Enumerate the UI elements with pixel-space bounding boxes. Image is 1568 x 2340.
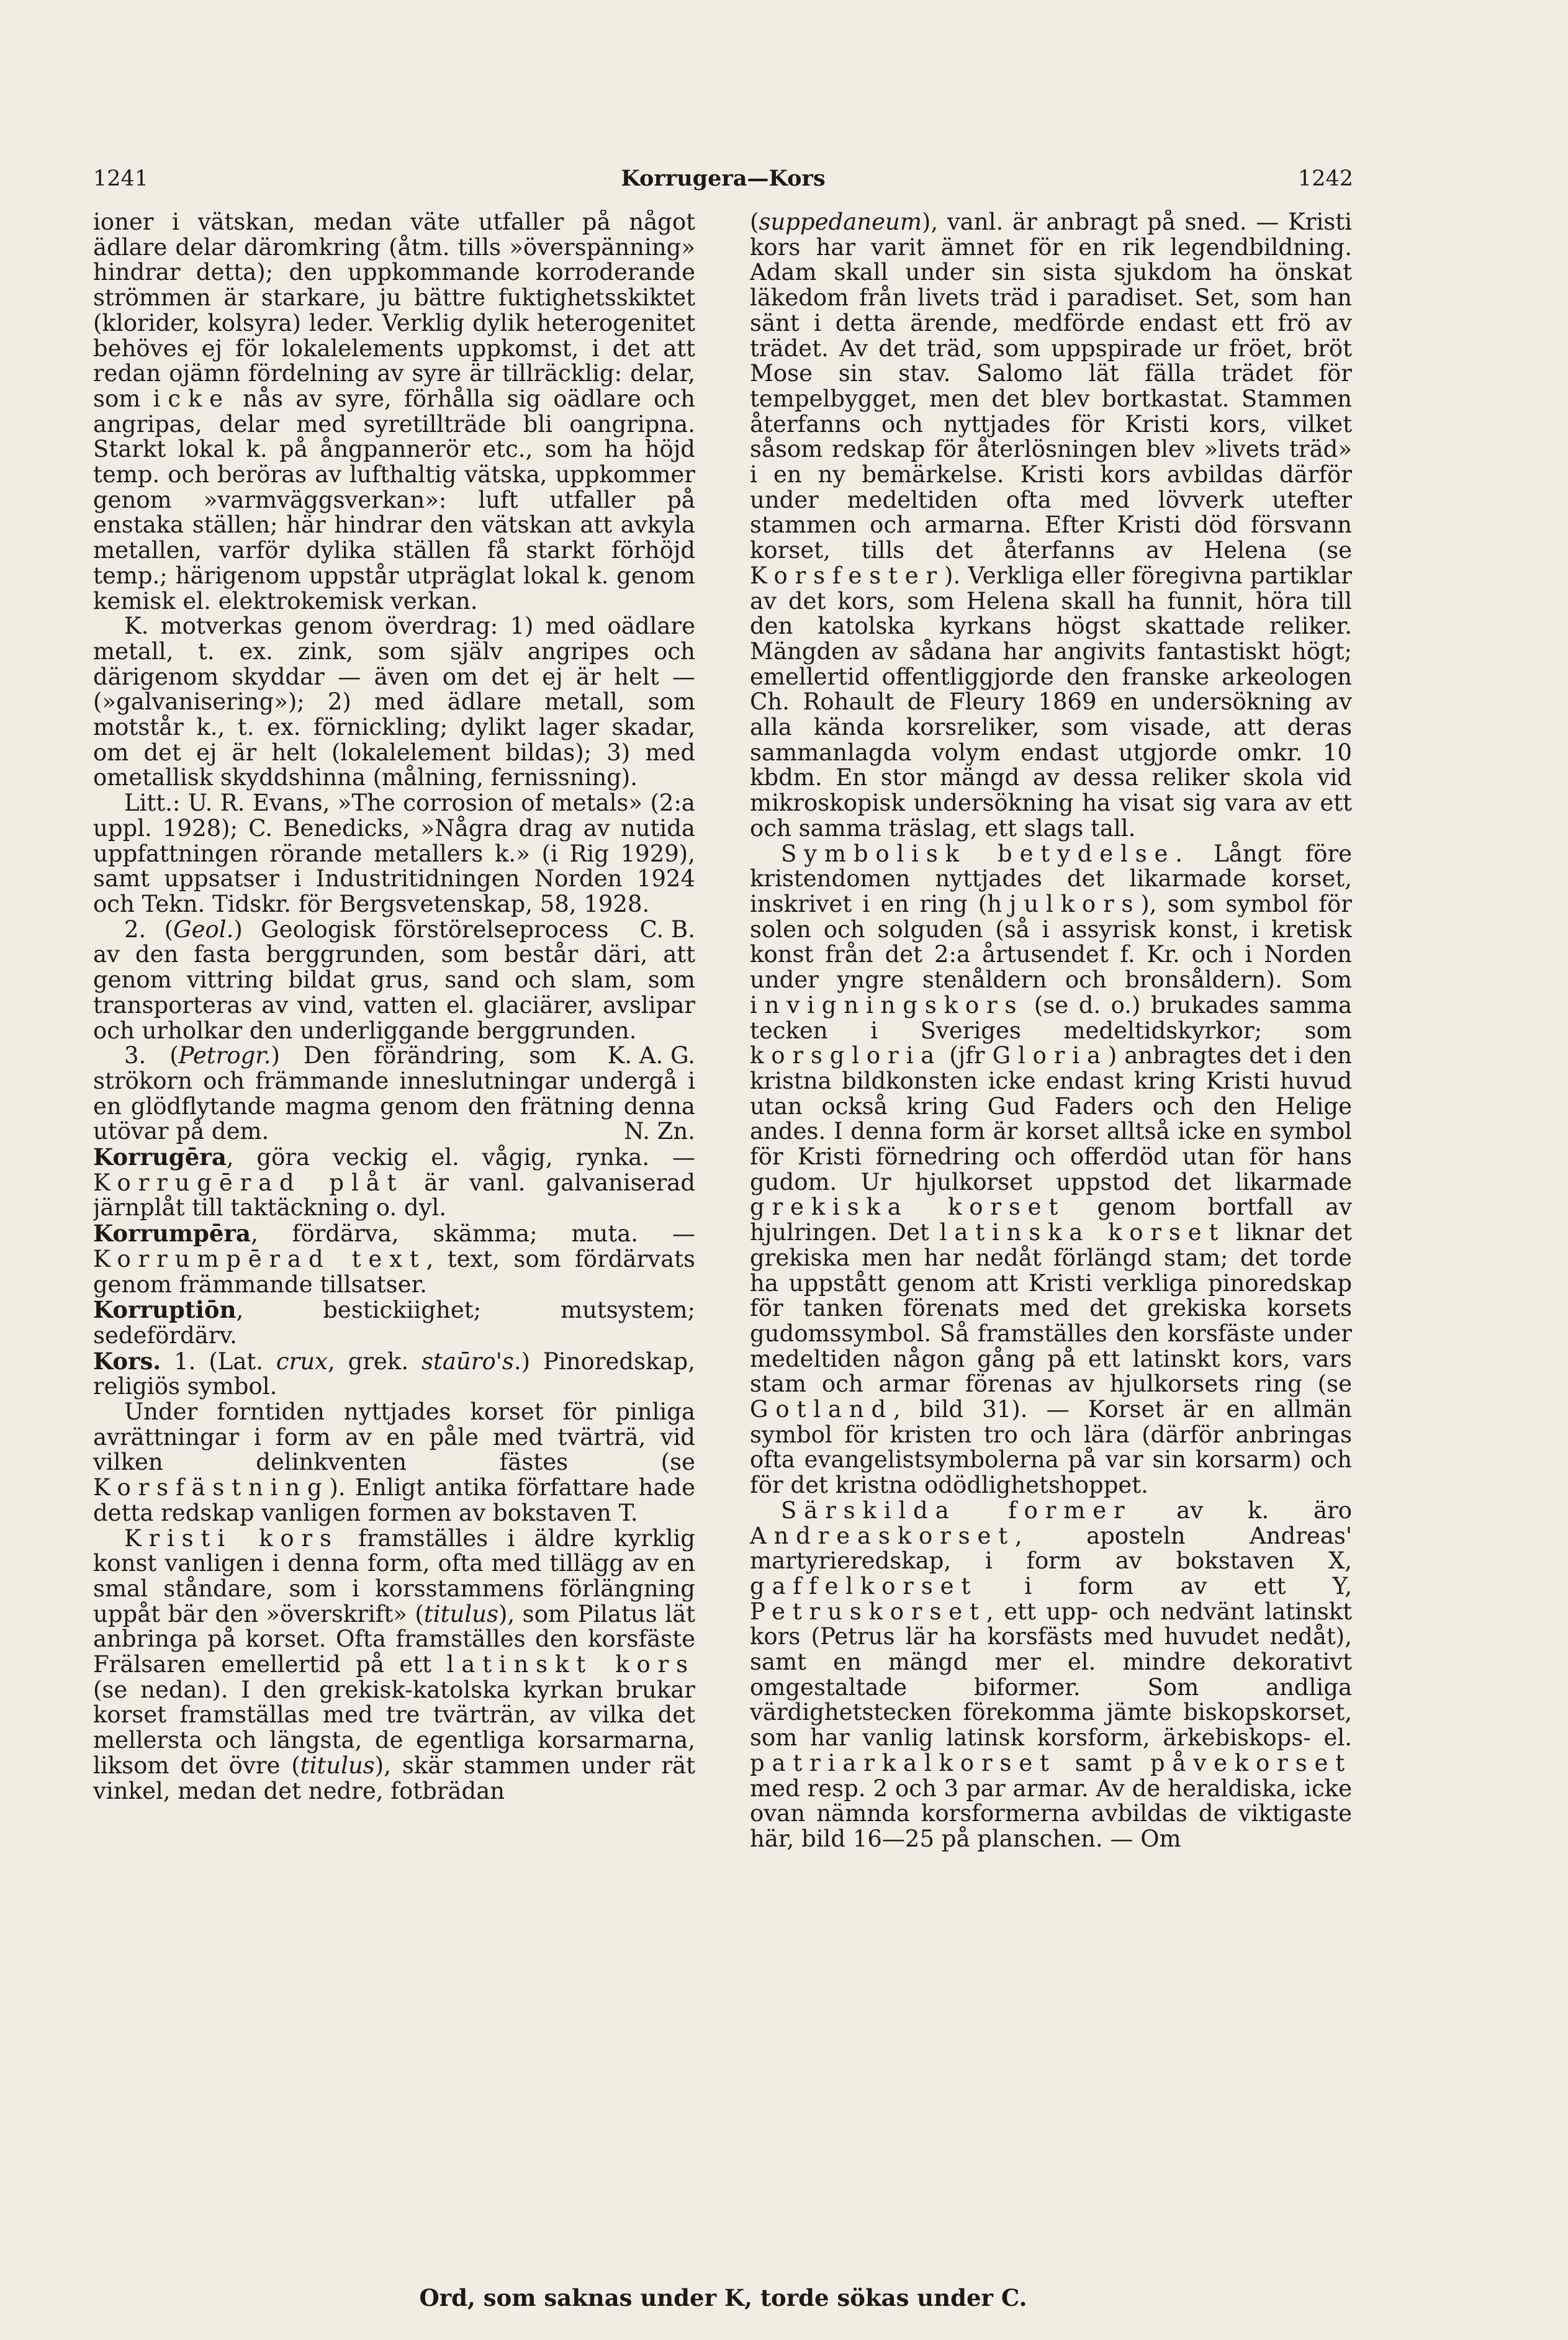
text-run: (se d. o.) brukades samma tecken i Sveriges medeltidskyrkor; som [750, 991, 1352, 1044]
paragraph-special-forms [750, 1498, 1352, 1852]
entry-korruption [93, 1297, 695, 1348]
text-run: ), som symbol för solen och solguden (så i assyrisk konst, i kretisk konst från det 2:a årtusendet f. Kr. och i Norden under yngre stenåldern och bronsåldern). Som [750, 890, 1352, 994]
paragraph-kristi-kors [93, 1526, 695, 1804]
author-signature: C. B. [639, 916, 695, 943]
text-run: (se nedan). I den grekisk-katolska kyrkan brukar korset framställas med tre tvärträn, av vilka det mellersta och längsta, de egentliga korsarmarna, liksom det övre ( [93, 1676, 695, 1779]
italic-term: staūro's [421, 1348, 514, 1375]
spaced-term: Andreaskorset [750, 1522, 1015, 1549]
text-run: , aposteln Andreas' martyrieredskap, i form av bokstaven X, [750, 1522, 1352, 1575]
entry-kors [93, 1349, 695, 1400]
headword: Korruptiōn [93, 1296, 237, 1324]
headword: Kors. [93, 1347, 161, 1375]
spaced-term: Petruskorset [750, 1598, 986, 1625]
text-run: Långt före kristendomen nyttjades det likarmade korset, inskrivet i en ring ( [750, 840, 1352, 917]
text-run: ), som Pilatus lät anbringa på korset. Ofta framställes den korsfäste Frälsaren emellertid på ett [93, 1600, 695, 1678]
paragraph-corrosion-mechanism [93, 210, 695, 614]
spaced-term: Symbolisk betydelse. [781, 840, 1190, 867]
paragraph-legend [750, 210, 1352, 842]
text-run: av k. äro [1132, 1496, 1352, 1524]
spaced-term: Korsfästning [93, 1474, 330, 1501]
page-header [93, 160, 1353, 197]
text-run: ) Den förändring, som strökorn och främmande inneslutningar undergå i en glödflytande magma genom den frätning denna utövar på dem. [93, 1042, 695, 1145]
author-signature: N. Zn. [624, 1118, 695, 1145]
spaced-term: korsgloria [750, 1042, 942, 1069]
paragraph-symbolism [750, 842, 1352, 1498]
paragraph-antiquity [93, 1400, 695, 1526]
spaced-term: latinskt kors [446, 1651, 695, 1678]
text-run: , ett upp- och nedvänt latinskt kors (Petrus lär ha korsfästs med huvudet nedåt), samt en mängd mer el. mindre dekorativt omgestaltade biformer. Som andliga värdighetstecken förekomma jämte biskopskorset, som har vanlig latinsk korsform, ärkebiskops- el. [750, 1598, 1352, 1752]
text-run: , bild 31). — Korset är en allmän symbol för kristen tro och lära (därför anbringas ofta evangelistsymbolerna på var sin korsarm) och för det kristna odödlighetshoppet. [750, 1396, 1352, 1499]
spaced-term: invigningskors [750, 991, 1024, 1019]
text-run: .) Pinoredskap, religiös symbol. [93, 1348, 695, 1400]
page-number-left: 1241 [93, 166, 149, 191]
text-run: (jfr [942, 1042, 993, 1069]
spaced-term: patriarkalkorset [750, 1749, 1057, 1776]
running-title: Korrugera—Kors [621, 166, 826, 191]
right-column [750, 210, 1352, 2283]
spaced-term: Korsfester [750, 562, 945, 589]
italic-term: Geol. [173, 916, 234, 943]
italic-term: titulus [423, 1600, 498, 1627]
author-signature: K. A. G. [607, 1042, 695, 1069]
spaced-term: gaffelkorset [750, 1572, 978, 1600]
spaced-term: Gloria [992, 1042, 1108, 1069]
text-run: samt [1056, 1749, 1150, 1776]
paragraph-countermeasures [93, 614, 695, 791]
text-run: ), skär stammen under rät vinkel, medan det nedre, fotbrädan [93, 1752, 695, 1804]
text-run: ( [750, 210, 759, 235]
text-run: nås av syre, förhålla sig oädlare och angripas, delar med syretillträde bli oangripna. Starkt lokal k. på ångpannerör etc., som ha höjd temp. och beröras av lufthaltig vätska, uppkommer genom »varmväggsverkan»: luft utfaller på enstaka ställen; här hindrar den vätskan att avkyla metallen, varför dylika ställen få starkt förhöjd temp.; härigenom uppstår utpräglat lokal k. genom kemisk el. elektrokemisk verkan. [93, 385, 695, 614]
text-run: framställes i äldre kyrklig konst vanligen i denna form, ofta med tillägg av en smal ståndare, som i korsstammens förlängning uppåt bär den »överskrift» ( [93, 1524, 695, 1627]
spaced-term: Gotland [750, 1396, 893, 1423]
text-run: ) Geologisk förstörelseprocess av den fasta berggrunden, som består däri, att genom vittring bildat grus, sand och slam, som transporteras av vind, vatten el. glaciärer, avslipar och urholkar den underliggande berggrunden. [93, 916, 695, 1044]
page-number-right: 1242 [1297, 166, 1353, 191]
text-run: 3. ( [124, 1042, 179, 1069]
text-run: är vanl. galvaniserad järnplåt till taktäckning o. dyl. [93, 1169, 695, 1222]
italic-term: titulus [300, 1752, 375, 1779]
spaced-term: icke [153, 385, 230, 412]
spaced-term: påvekorset [1150, 1749, 1352, 1776]
text-run: Litt.: U. R. Evans, »The corrosion of metals» (2:a uppl. 1928); C. Benedicks, »Några drag av nutida uppfattningen rörande metallers k.» (i Rig 1929), samt uppsatser i Industritidningen Norden 1924 och Tekn. Tidskr. för Bergsvetenskap, 58, 1928. [93, 790, 695, 917]
text-run: , grek. [328, 1348, 422, 1375]
text-run: , göra veckig el. vågig, rynka. — [226, 1144, 695, 1171]
text-run: Under forntiden nyttjades korset för pinliga avrättningar i form av en påle med tvärträ, vid vilken delinkventen fästes (se [93, 1398, 695, 1476]
text-run: , fördärva, skämma; muta. — [250, 1220, 695, 1248]
entry-korrugera [93, 1145, 695, 1221]
spaced-term: latinska korset [939, 1219, 1226, 1246]
text-run: ), vanl. är anbragt på sned. — Kristi kors har varit ämnet för en rik legendbildning. Adam skall under sin sista sjukdom ha önskat läkedom från livets träd i paradiset. Set, som han sänt i detta ärende, medförde endast ett frö av trädet. Av det träd, som uppspirade ur fröet, bröt Mose sin stav. Salomo lät fälla trädet för tempelbygget, men det blev bortkastat. Stammen återfanns och nyttjades för Kristi kors, vilket såsom redskap för återlösningen blev »livets träd» i en ny bemärkelse. Kristi kors avbildas därför under medeltiden ofta med lövverk utefter stammen och armarna. Efter Kristi död försvann korset, tills det återfanns av Helena (se [750, 210, 1352, 564]
text-run: K. motverkas genom överdrag: 1) med oädlare metall, t. ex. zink, som själv angripes och därigenom skyddar — även om det ej är helt — (»galvanisering»); 2) med ädlare metall, som motstår k., t. ex. förnickling; dylikt lager skadar, om det ej är helt (lokalelement bildas); 3) med ometallisk skyddshinna (målning, fernissning). [93, 613, 695, 791]
spaced-term: Kristi kors [124, 1524, 339, 1552]
text-run: ) anbragtes det i den kristna bildkonsten icke endast kring Kristi huvud utan också kring Gud Faders och den Helige andes. I denna form är korset alltså icke en symbol för Kristi förnedring och offerdöd utan för hans gudom. Ur hjulkorset uppstod det likarmade [750, 1042, 1352, 1195]
headword: Korrugēra [93, 1143, 227, 1171]
spaced-term: Korrugērad plåt [93, 1169, 404, 1196]
italic-term: crux [276, 1348, 328, 1375]
text-run: 1. (Lat. [161, 1348, 276, 1375]
footer-note: Ord, som saknas under K, torde sökas under C. [419, 2284, 1027, 2311]
text-run: ioner i vätskan, medan väte utfaller på något ädlare delar däromkring (åtm. tills »överspänning» hindrar detta); den uppkommande korroderande strömmen är starkare, ju bättre fuktighetsskiktet (klorider, kolsyra) leder. Verklig dylik heterogenitet behöves ej för lokalelements uppkomst, i det att redan ojämn fördelning av syre är tillräcklig: delar, som [93, 210, 695, 412]
entry-korrumpera [93, 1221, 695, 1297]
text-run: , bestickiighet; mutsystem; sedefördärv. [93, 1297, 695, 1349]
italic-term: suppedaneum [759, 210, 922, 235]
italic-term: Petrogr. [178, 1042, 271, 1069]
spaced-term: grekiska korset [750, 1194, 1066, 1221]
text-run: ). Verkliga eller föregivna partiklar av det kors, som Helena skall ha funnit, höra till den katolska kyrkans högst skattade reliker. Mängden av sådana har angivits fantastiskt högt; emellertid offentliggjorde den franske arkeologen Ch. Rohault de Fleury 1869 en undersökning av alla kända korsreliker, som visade, att deras sammanlagda volym endast utgjorde omkr. 10 kbdm. En stor mängd av dessa reliker skola vid mikroskopisk undersökning ha visat sig vara av ett och samma träslag, ett slags tall. [750, 562, 1352, 842]
text-run: , text, som fördärvats genom främmande tillsatser. [93, 1245, 695, 1298]
text-run: med resp. 2 och 3 par armar. Av de heraldiska, icke ovan nämnda korsformerna avbildas de viktigaste här, bild 16—25 på planschen. — Om [750, 1775, 1352, 1852]
text-run: i form av ett Y, [978, 1572, 1352, 1600]
headword: Korrumpēra [93, 1220, 251, 1248]
text-run: 2. ( [124, 916, 174, 943]
spaced-term: Särskilda former [781, 1496, 1132, 1524]
left-column [93, 210, 695, 2283]
text-run: liknar det grekiska men har nedåt förlängd stam; det torde ha uppstått genom att Kristi verkliga pinoredskap för tanken förenats med det grekiska korsets gudomssymbol. Så framställes den korsfäste under medeltiden någon gång på ett latinskt kors, vars stam och armar förenas av hjulkorsets ring (se [750, 1219, 1352, 1398]
text-run: ). Enligt antika författare hade detta redskap vanligen formen av bokstaven T. [93, 1474, 695, 1526]
spaced-term: hjulkors [987, 890, 1141, 917]
text-run: genom bortfall av hjulringen. Det [750, 1194, 1352, 1246]
spaced-term: Korrumpērad text [93, 1245, 426, 1272]
